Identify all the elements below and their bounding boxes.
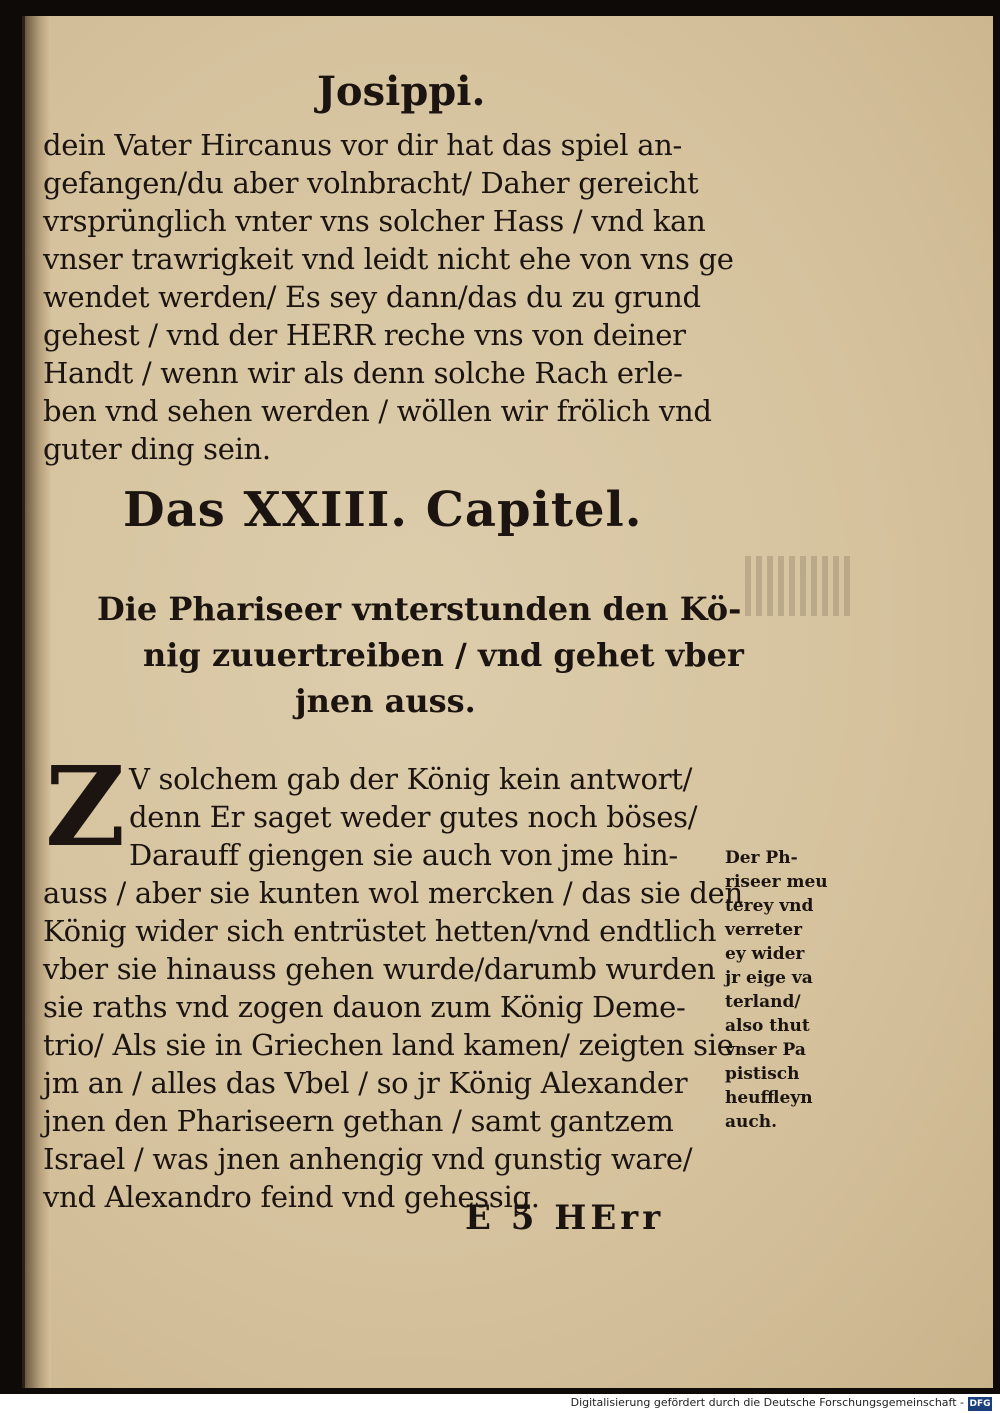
digitization-credit: Digitalisierung gefördert durch die Deutsche Forschungsgemeinschaft -: [570, 1396, 964, 1409]
running-head: Josippi.: [317, 68, 486, 115]
text-line: vnd Alexandro feind vnd gehessig.: [43, 1180, 540, 1214]
text-line: denn Er saget weder gutes noch böses/: [129, 800, 698, 834]
digitization-credit-bar: [0, 1394, 1000, 1414]
text-line: auss / aber sie kunten wol mercken / das sie den: [43, 876, 743, 910]
margin-note-line: ey wider: [725, 944, 805, 964]
margin-note-line: terland/: [725, 992, 801, 1012]
text-line: jm an / alles das Vbel / so jr König Alexander: [43, 1066, 688, 1100]
body-line: gefangen/du aber volnbracht/ Daher gereicht: [43, 166, 699, 200]
text-line: Darauff giengen sie auch von jme hin-: [129, 838, 678, 872]
margin-note-line: pistisch: [725, 1064, 800, 1084]
catchword-signature: E 5 HErr: [465, 1198, 665, 1238]
text-line: V solchem gab der König kein antwort/: [129, 762, 693, 796]
chapter-summary-line: nig zuuertreiben / vnd gehet vber: [143, 636, 744, 674]
body-line: ben vnd sehen werden / wöllen wir frölich vnd: [43, 394, 712, 428]
body-line: Handt / wenn wir als denn solche Rach erle-: [43, 356, 683, 390]
margin-note-line: Der Ph-: [725, 848, 798, 868]
bleed-through-marks: [745, 556, 855, 616]
margin-note-line: auch.: [725, 1112, 778, 1132]
body-line: vrsprünglich vnter vns solcher Hass / vnd kan: [43, 204, 706, 238]
chapter-summary-line: Die Phariseer vnterstunden den Kö-: [97, 590, 742, 628]
dfg-logo: DFG: [969, 1399, 991, 1409]
body-line: vnser trawrigkeit vnd leidt nicht ehe von vns ge: [43, 242, 734, 276]
chapter-summary-line: jnen auss.: [295, 682, 476, 720]
margin-note-line: verreter: [725, 920, 803, 940]
chapter-heading: Das XXIII. Capitel.: [123, 482, 643, 538]
text-line: trio/ Als sie in Griechen land kamen/ zeigten sie: [43, 1028, 734, 1062]
text-line: jnen den Phariseern gethan / samt gantzem: [43, 1104, 674, 1138]
margin-note-line: terey vnd: [725, 896, 814, 916]
margin-note-line: vnser Pa: [725, 1040, 806, 1060]
text-line: Israel / was jnen anhengig vnd gunstig ware/: [43, 1142, 693, 1176]
text-line: sie raths vnd zogen dauon zum König Deme-: [43, 990, 686, 1024]
margin-note-line: heuffleyn: [725, 1088, 813, 1108]
body-line: wendet werden/ Es sey dann/das du zu grund: [43, 280, 701, 314]
text-line: König wider sich entrüstet hetten/vnd endtlich: [43, 914, 717, 948]
text-line: vber sie hinauss gehen wurde/darumb wurden: [43, 952, 716, 986]
decorated-initial: Z: [45, 742, 126, 871]
book-page: [22, 16, 993, 1388]
body-line: guter ding sein.: [43, 432, 271, 466]
body-line: dein Vater Hircanus vor dir hat das spiel an-: [43, 128, 683, 162]
margin-note-line: also thut: [725, 1016, 810, 1036]
body-line: gehest / vnd der HERR reche vns von deiner: [43, 318, 686, 352]
margin-note-line: riseer meu: [725, 872, 828, 892]
margin-note-line: jr eige va: [725, 968, 813, 988]
